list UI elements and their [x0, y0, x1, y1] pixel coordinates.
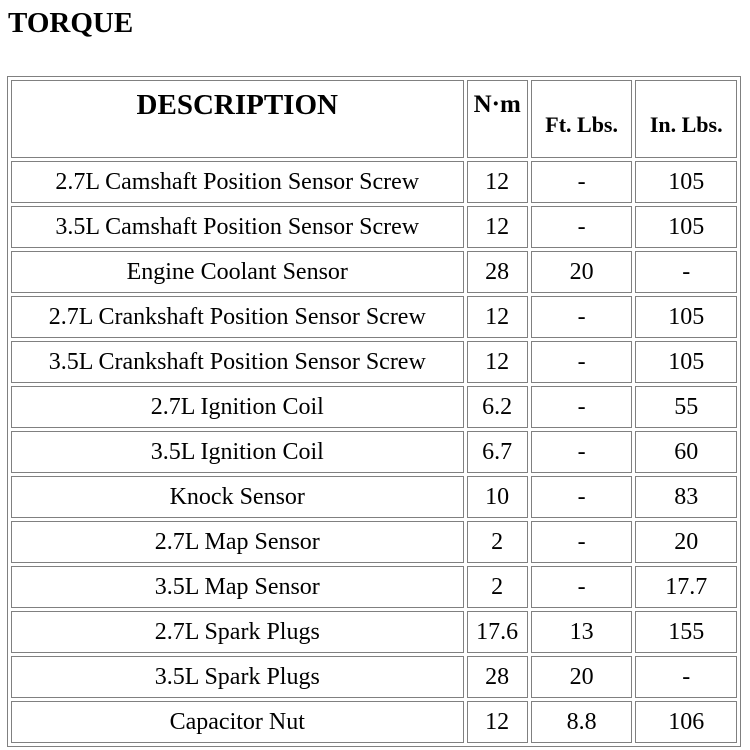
description-cell: 3.5L Map Sensor	[11, 566, 464, 608]
ft-lbs-cell: -	[531, 431, 633, 473]
in-lbs-cell: 55	[635, 386, 737, 428]
table-row	[11, 161, 737, 203]
header-description: DESCRIPTION	[11, 80, 464, 158]
ft-lbs-cell: -	[531, 566, 633, 608]
table-row	[11, 386, 737, 428]
table-row	[11, 701, 737, 743]
description-cell: 3.5L Crankshaft Position Sensor Screw	[11, 341, 464, 383]
nm-cell: 12	[467, 701, 528, 743]
description-cell: 3.5L Spark Plugs	[11, 656, 464, 698]
nm-cell: 10	[467, 476, 528, 518]
ft-lbs-cell: 20	[531, 251, 633, 293]
description-cell: 2.7L Camshaft Position Sensor Screw	[11, 161, 464, 203]
ft-lbs-cell: -	[531, 521, 633, 563]
in-lbs-cell: 105	[635, 341, 737, 383]
table-row	[11, 521, 737, 563]
ft-lbs-cell: -	[531, 386, 633, 428]
in-lbs-cell: -	[635, 656, 737, 698]
ft-lbs-cell: -	[531, 341, 633, 383]
in-lbs-cell: 106	[635, 701, 737, 743]
table-row	[11, 476, 737, 518]
nm-cell: 17.6	[467, 611, 528, 653]
torque-table	[7, 76, 741, 747]
description-cell: 2.7L Spark Plugs	[11, 611, 464, 653]
in-lbs-cell: 105	[635, 296, 737, 338]
ft-lbs-cell: -	[531, 296, 633, 338]
nm-cell: 6.7	[467, 431, 528, 473]
description-cell: Knock Sensor	[11, 476, 464, 518]
ft-lbs-cell: -	[531, 476, 633, 518]
description-cell: Capacitor Nut	[11, 701, 464, 743]
nm-cell: 12	[467, 296, 528, 338]
description-cell: 2.7L Ignition Coil	[11, 386, 464, 428]
description-cell: 3.5L Ignition Coil	[11, 431, 464, 473]
table-row	[11, 206, 737, 248]
in-lbs-cell: 83	[635, 476, 737, 518]
ft-lbs-cell: -	[531, 161, 633, 203]
in-lbs-cell: 60	[635, 431, 737, 473]
table-row	[11, 296, 737, 338]
in-lbs-cell: 155	[635, 611, 737, 653]
table-row	[11, 341, 737, 383]
description-cell: 3.5L Camshaft Position Sensor Screw	[11, 206, 464, 248]
description-cell: 2.7L Crankshaft Position Sensor Screw	[11, 296, 464, 338]
in-lbs-cell: -	[635, 251, 737, 293]
in-lbs-cell: 20	[635, 521, 737, 563]
nm-cell: 2	[467, 521, 528, 563]
header-row	[11, 80, 737, 158]
nm-cell: 2	[467, 566, 528, 608]
ft-lbs-cell: 13	[531, 611, 633, 653]
nm-cell: 12	[467, 161, 528, 203]
page-title: TORQUE	[8, 7, 134, 39]
in-lbs-cell: 105	[635, 161, 737, 203]
table-row	[11, 656, 737, 698]
table-row	[11, 251, 737, 293]
header-nm: N·m	[467, 80, 528, 158]
nm-cell: 28	[467, 251, 528, 293]
table-row	[11, 566, 737, 608]
ft-lbs-cell: -	[531, 206, 633, 248]
nm-cell: 28	[467, 656, 528, 698]
table-row	[11, 611, 737, 653]
ft-lbs-cell: 8.8	[531, 701, 633, 743]
in-lbs-cell: 17.7	[635, 566, 737, 608]
nm-cell: 12	[467, 206, 528, 248]
ft-lbs-cell: 20	[531, 656, 633, 698]
header-in-lbs: In. Lbs.	[635, 80, 737, 158]
table-row	[11, 431, 737, 473]
nm-cell: 6.2	[467, 386, 528, 428]
description-cell: Engine Coolant Sensor	[11, 251, 464, 293]
in-lbs-cell: 105	[635, 206, 737, 248]
nm-cell: 12	[467, 341, 528, 383]
header-ft-lbs: Ft. Lbs.	[531, 80, 633, 158]
description-cell: 2.7L Map Sensor	[11, 521, 464, 563]
